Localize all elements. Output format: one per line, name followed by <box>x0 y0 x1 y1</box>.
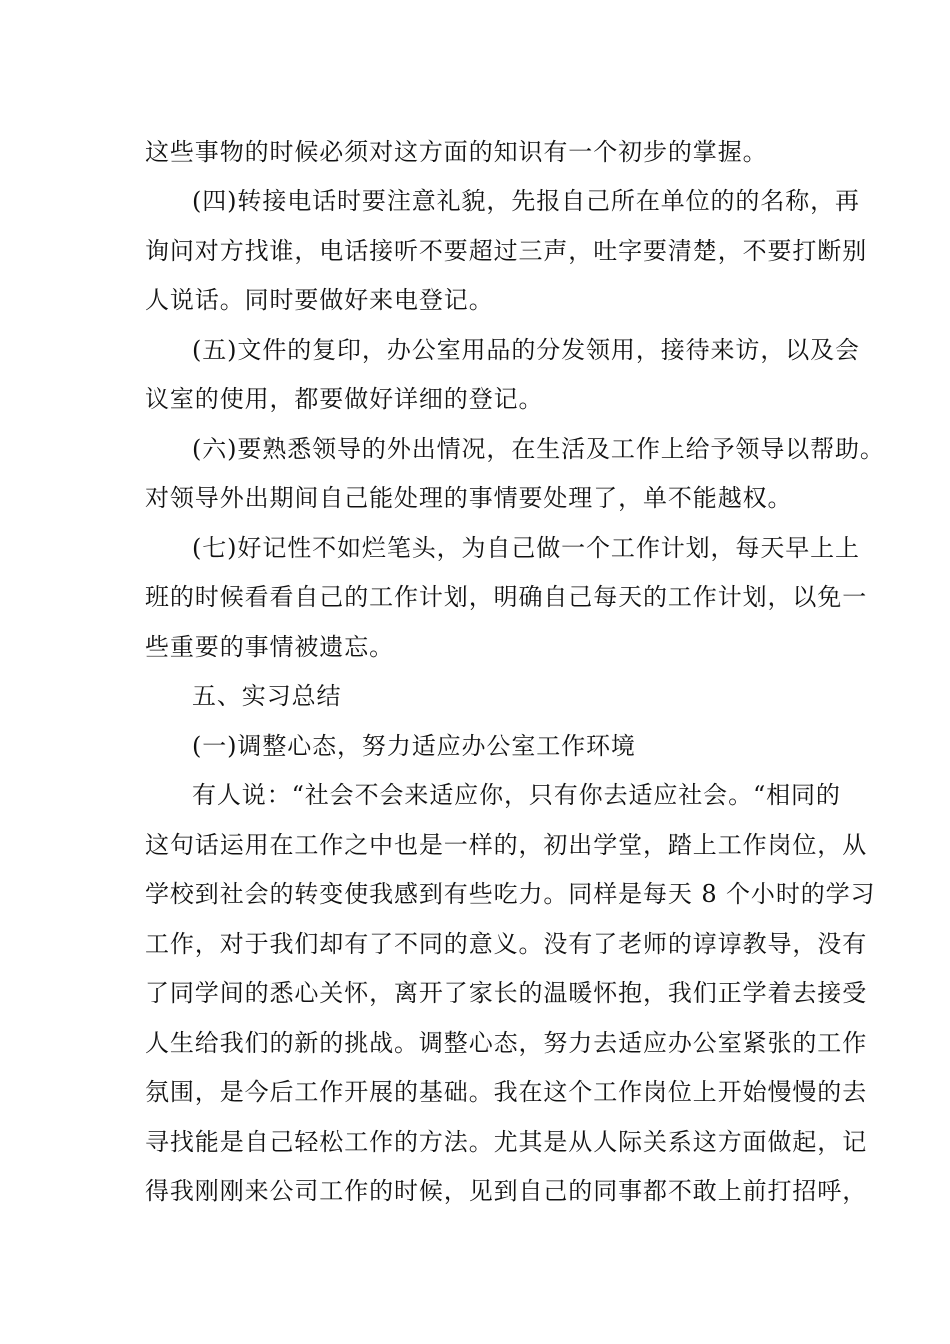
text-line: (五)文件的复印，办公室用品的分发领用，接待来访，以及会 <box>192 336 860 364</box>
text-line: (七)好记性不如烂笔头，为自己做一个工作计划，每天早上上 <box>192 534 860 562</box>
text-line: 些重要的事情被遗忘。 <box>145 633 394 661</box>
text-line: 得我刚刚来公司工作的时候，见到自己的同事都不敢上前打招呼， <box>145 1177 868 1205</box>
text-line: 寻找能是自己轻松工作的方法。尤其是从人际关系这方面做起，记 <box>145 1128 868 1156</box>
text-line: 人生给我们的新的挑战。调整心态，努力去适应办公室紧张的工作 <box>145 1029 868 1057</box>
text-line: 这些事物的时候必须对这方面的知识有一个初步的掌握。 <box>145 138 768 166</box>
text-line: 班的时候看看自己的工作计划，明确自己每天的工作计划，以免一 <box>145 583 868 611</box>
text-line: 有人说：“社会不会来适应你，只有你去适应社会。“相同的 <box>192 781 841 809</box>
text-line: 工作，对于我们却有了不同的意义。没有了老师的谆谆教导，没有 <box>145 930 868 958</box>
text-line: 询问对方找谁，电话接听不要超过三声，吐字要清楚，不要打断别 <box>145 237 868 265</box>
subsection-heading: (一)调整心态，努力适应办公室工作环境 <box>192 732 636 760</box>
section-heading: 五、实习总结 <box>192 682 342 710</box>
text-line: 了同学间的悉心关怀，离开了家长的温暖怀抱，我们正学着去接受 <box>145 979 868 1007</box>
text-line: 这句话运用在工作之中也是一样的，初出学堂，踏上工作岗位，从 <box>145 831 868 859</box>
text-line: 对领导外出期间自己能处理的事情要处理了，单不能越权。 <box>145 484 793 512</box>
text-line: 人说话。同时要做好来电登记。 <box>145 286 494 314</box>
text-line: (四)转接电话时要注意礼貌，先报自己所在单位的的名称，再 <box>192 187 860 215</box>
text-line: 学校到社会的转变使我感到有些吃力。同样是每天 8 个小时的学习 <box>145 880 876 908</box>
text-line: (六)要熟悉领导的外出情况，在生活及工作上给予领导以帮助。 <box>192 435 885 463</box>
text-line: 氛围，是今后工作开展的基础。我在这个工作岗位上开始慢慢的去 <box>145 1078 868 1106</box>
text-line: 议室的使用，都要做好详细的登记。 <box>145 385 544 413</box>
